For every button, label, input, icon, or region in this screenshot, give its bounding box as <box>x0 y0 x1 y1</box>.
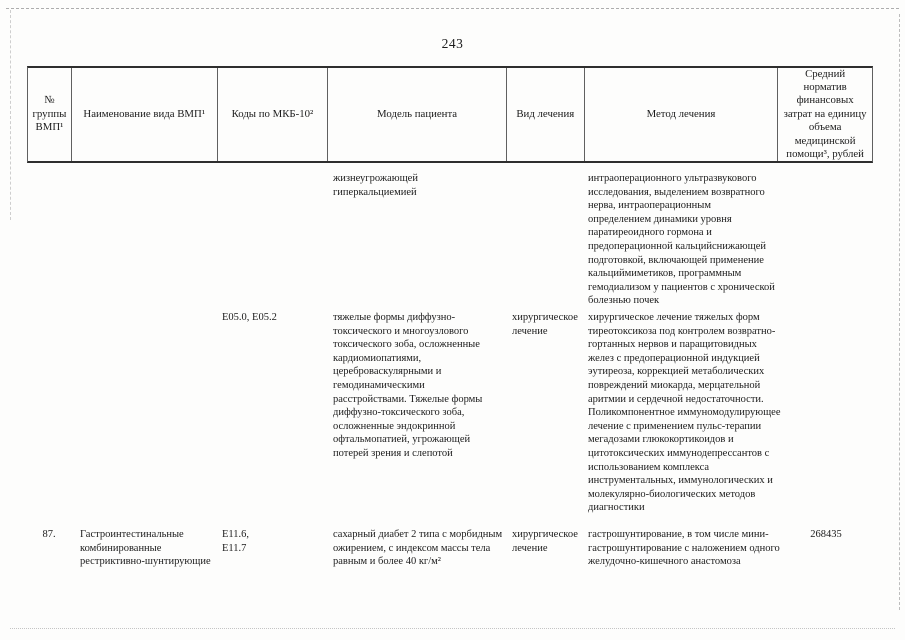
row3-patient-model: сахарный диабет 2 типа с морбидным ожирением, с индексом массы тела равным и более 40 кг/м² <box>333 529 503 568</box>
column-header-patient-model: Модель пациента <box>328 68 507 161</box>
column-header-treatment-type: Вид лечения <box>507 68 585 161</box>
row2-treatment-type: хирургическое лечение <box>512 312 578 337</box>
column-header-cost-norm: Средний норматив финансовых затрат на единицу объема медицинской помощи³, рублей <box>783 67 867 161</box>
row3-treatment-method: гастрошунтирование, в том числе мини-гастрошунтирование с наложением одного желудочно-кишечного анастомоза <box>588 529 780 568</box>
scan-artifact-top <box>6 8 899 9</box>
row2-codes: Е05.0, Е05.2 <box>222 312 277 323</box>
scan-artifact-bottom <box>10 628 895 629</box>
row3-codes: Е11.6, Е11.7 <box>222 529 250 554</box>
column-header-treatment-method: Метод лечения <box>585 68 779 161</box>
row3-cost: 268435 <box>810 529 842 540</box>
table-header-row <box>27 66 873 163</box>
page-number: 243 <box>441 36 464 51</box>
row1-patient-model: жизнеугрожающей гиперкальциемией <box>333 173 418 198</box>
row2-treatment-method: хирургическое лечение тяжелых форм тиреотоксикоза под контролем возвратно-гортанных нервов и паращитовидных желез с предоперационной индукцией эутиреоза, коррекцией метаболических повреждений миокарда, мерцательной аритмии и сердечной недостаточности. Поликомпонентное иммуномодулирующее лечение с применением пульс-терапии мегадозами глюкокортикоидов и цитотоксических иммунодепрессантов с использованием комплекса инструментальных, иммунологических и молекулярно-биологических методов диагностики <box>588 312 781 514</box>
row3-group-no: 87. <box>42 529 56 540</box>
row1-treatment-method: интраоперационного ультразвукового исследования, выделением возвратного нерва, интраоперационным определением динамики уровня паратиреоидного гормона и предоперационной кальцийснижающей подготовкой, включающей применение кальциймиметиков, программным гемодиализом у пациентов с хронической болезнью почек <box>588 173 775 307</box>
row3-treatment-type: хирургическое лечение <box>512 529 578 554</box>
column-header-group-no: № группы ВМП¹ <box>28 68 72 161</box>
column-header-care-type-name: Наименование вида ВМП¹ <box>72 68 218 161</box>
column-header-icd10-codes: Коды по МКБ-10² <box>218 68 329 161</box>
scan-artifact-right <box>899 14 900 610</box>
row2-patient-model: тяжелые формы диффузно-токсического и многоузлового токсического зоба, осложненные кардиомиопатиями, цереброваскулярными и гемодинамическими расстройствами. Тяжелые формы диффузно-токсического зоба, осложненные эндокринной офтальмопатией, угрожающей потерей зрения и слепотой <box>333 312 483 459</box>
row3-care-type-name: Гастроинтестинальные комбинированные рестриктивно-шунтирующие <box>80 529 211 568</box>
